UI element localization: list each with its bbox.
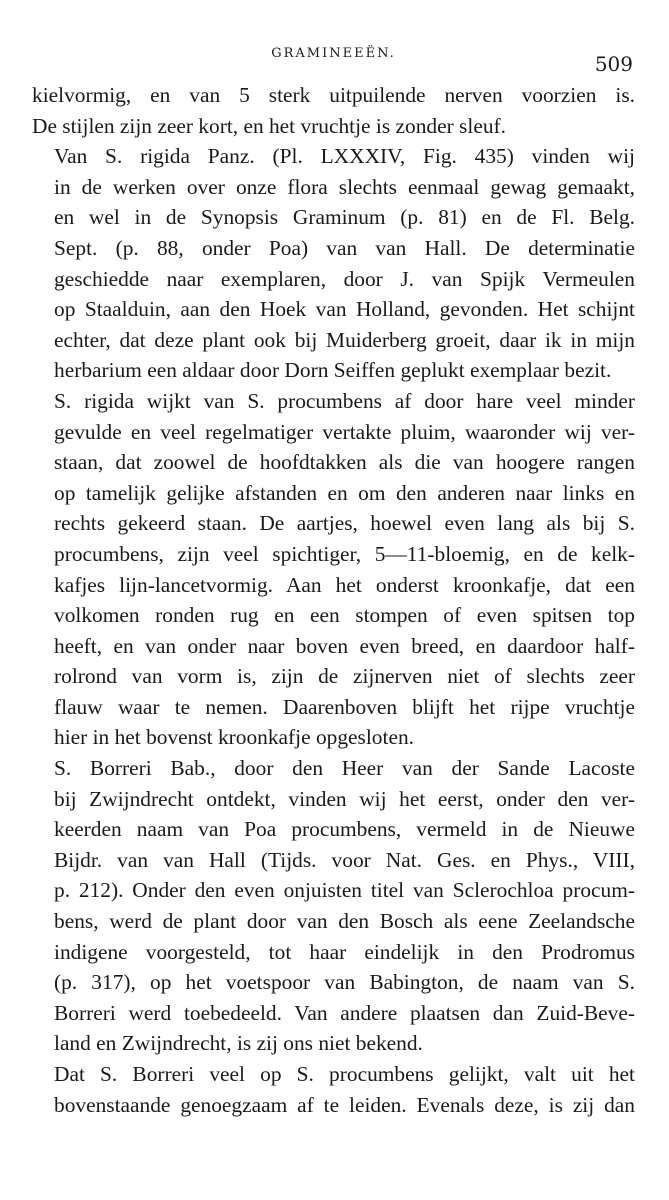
paragraph-3	[32, 386, 635, 753]
text-line: procumbens, zijn veel spichtiger, 5—11-bloemig, en de kelk-	[54, 541, 635, 566]
text-line: bovenstaande genoegzaam af te leiden. Evenals deze, is zij dan	[54, 1092, 635, 1117]
text-line: Sept. (p. 88, onder Poa) van van Hall. De determinatie	[54, 235, 635, 260]
text-line: (p. 317), op het voetspoor van Babington, de naam van S.	[54, 970, 635, 995]
text-line: in de werken over onze flora slechts eenmaal gewag gemaakt,	[54, 174, 635, 199]
text-line: Borreri werd toebedeeld. Van andere plaatsen dan Zuid-Beve-	[54, 1000, 635, 1025]
text-line: bij Zwijndrecht ontdekt, vinden wij het eerst, onder den ver-	[54, 786, 635, 811]
text-line: indigene voorgesteld, tot haar eindelijk in den Prodromus	[54, 939, 635, 964]
text-line: De stijlen zijn zeer kort, en het vruchtje is zonder sleuf.	[32, 113, 506, 138]
text-line: kafjes lijn-lancetvormig. Aan het onderst kroonkafje, dat een	[54, 572, 635, 597]
text-line: heeft, en van onder naar boven even breed, en daardoor half-	[54, 633, 635, 658]
running-title: GRAMINEEËN.	[271, 46, 396, 61]
text-line: rolrond van vorm is, zijn de zijnerven niet of slechts zeer	[54, 664, 635, 689]
paragraph-1	[32, 80, 635, 141]
paragraph-5	[32, 1059, 635, 1120]
text-line: keerden naam van Poa procumbens, vermeld in de Nieuwe	[54, 817, 635, 842]
text-line: op Staalduin, aan den Hoek van Holland, gevonden. Het schijnt	[54, 297, 635, 322]
text-line: gevulde en veel regelmatiger vertakte pluim, waaronder wij ver-	[54, 419, 635, 444]
paragraph-2	[32, 141, 635, 386]
text-line: S. Borreri Bab., door den Heer van der Sande Lacoste	[54, 756, 635, 781]
text-line: Bijdr. van van Hall (Tijds. voor Nat. Ges. en Phys., VIII,	[54, 847, 635, 872]
page-number: 509	[594, 52, 633, 76]
text-line: echter, dat deze plant ook bij Muiderberg groeit, daar ik in mijn	[54, 327, 635, 352]
text-line: p. 212). Onder den even onjuisten titel van Sclerochloa procum-	[54, 878, 635, 903]
running-head	[32, 38, 635, 80]
text-line: en wel in de Synopsis Graminum (p. 81) en de Fl. Belg.	[54, 205, 635, 230]
text-line: volkomen ronden rug en een stompen of even spitsen top	[54, 603, 635, 628]
text-line: flauw waar te nemen. Daarenboven blijft het rijpe vruchtje	[54, 694, 635, 719]
text-line: land en Zwijndrecht, is zij ons niet bekend.	[54, 1031, 423, 1056]
text-line: S. rigida wijkt van S. procumbens af door hare veel minder	[54, 388, 635, 413]
body-text	[32, 80, 635, 1120]
text-line: op tamelijk gelijke afstanden en om den anderen naar links en	[54, 480, 635, 505]
text-line: herbarium een aldaar door Dorn Seiffen geplukt exemplaar bezit.	[54, 358, 612, 383]
text-line: bens, werd de plant door van den Bosch als eene Zeelandsche	[54, 909, 635, 934]
text-line: hier in het bovenst kroonkafje opgesloten.	[54, 725, 414, 750]
text-line: staan, dat zoowel de hoofdtakken als die van hoogere rangen	[54, 450, 635, 475]
paragraph-4	[32, 753, 635, 1059]
text-line: kielvormig, en van 5 sterk uitpuilende nerven voorzien is.	[32, 83, 635, 107]
text-line: Dat S. Borreri veel op S. procumbens gelijkt, valt uit het	[54, 1062, 635, 1086]
text-line: geschiedde naar exemplaren, door J. van Spijk Vermeulen	[54, 266, 635, 291]
text-line: Van S. rigida Panz. (Pl. LXXXIV, Fig. 435) vinden wij	[54, 144, 635, 169]
text-line: rechts gekeerd staan. De aartjes, hoewel even lang als bij S.	[54, 511, 635, 536]
